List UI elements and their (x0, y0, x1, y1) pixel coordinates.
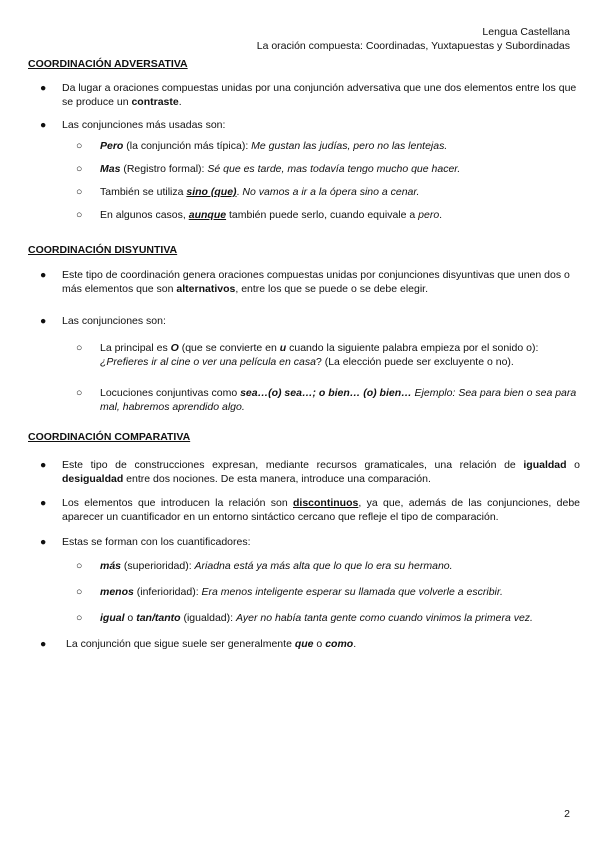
circle-bullet-icon: ○ (76, 560, 83, 572)
subitem-text: más (superioridad): Ariadna está ya más alta que lo que lo era su hermano. (100, 560, 453, 572)
item-text: Estas se forman con los cuantificadores: (62, 536, 251, 548)
circle-bullet-icon: ○ (76, 186, 83, 198)
circle-bullet-icon: ○ (76, 209, 83, 221)
bullet-icon: ● (40, 638, 47, 650)
bullet-icon: ● (40, 119, 47, 131)
circle-bullet-icon: ○ (76, 140, 83, 152)
subitem-text: En algunos casos, aunque también puede serlo, cuando equivale a pero. (100, 209, 443, 221)
item-text: Las conjunciones más usadas son: (62, 119, 226, 131)
circle-bullet-icon: ○ (76, 342, 83, 354)
item-text: Los elementos que introducen la relación son discontinuos, ya que, además de las conjunciones, debe aparecer un cuantificador en un entorno sintáctico cercano que refleje el tipo de comparación. (62, 497, 580, 523)
subitem-text: Locuciones conjuntivas como sea…(o) sea…; o bien… (o) bien… Ejemplo: Sea para bien o sea para mal, habremos aprendido algo. (100, 387, 577, 413)
subitem-text: menos (inferioridad): Era menos inteligente esperar su llamada que volverle a escribir. (100, 586, 503, 598)
circle-bullet-icon: ○ (76, 387, 83, 399)
item-text: Este tipo de coordinación genera oraciones compuestas unidas por conjunciones disyuntivas que unen dos o más elementos que son alternativos, entre los que se puede o se debe elegir. (62, 269, 570, 295)
bullet-icon: ● (40, 82, 47, 94)
section-heading-comparativa: COORDINACIÓN COMPARATIVA (28, 431, 191, 443)
subitem-text: También se utiliza sino (que). No vamos a ir a la ópera sino a cenar. (100, 186, 420, 198)
topic-title: La oración compuesta: Coordinadas, Yuxtapuestas y Subordinadas (256, 40, 570, 52)
item-text: Este tipo de construcciones expresan, mediante recursos gramaticales, una relación de igualdad o desigualdad entre dos nociones. De esta manera, introduce una comparación. (62, 459, 580, 485)
item-text: La conjunción que sigue suele ser generalmente que o como. (66, 638, 357, 650)
item-text: Da lugar a oraciones compuestas unidas por una conjunción adversativa que une dos elementos entre los que se produce un contraste. (62, 82, 577, 108)
subitem-text: Pero (la conjunción más típica): Me gustan las judías, pero no las lentejas. (100, 140, 448, 152)
subject-title: Lengua Castellana (482, 26, 570, 38)
page-number: 2 (564, 808, 570, 820)
page-header (257, 25, 570, 53)
bullet-icon: ● (40, 497, 47, 509)
circle-bullet-icon: ○ (76, 612, 83, 624)
circle-bullet-icon: ○ (76, 586, 83, 598)
bullet-icon: ● (40, 536, 47, 548)
subitem-text: igual o tan/tanto (igualdad): Ayer no había tanta gente como cuando vinimos la primera vez. (100, 612, 533, 624)
section-heading-disyuntiva: COORDINACIÓN DISYUNTIVA (28, 244, 178, 256)
subitem-text: Mas (Registro formal): Sé que es tarde, mas todavía tengo mucho que hacer. (100, 163, 461, 175)
item-text: Las conjunciones son: (62, 315, 166, 327)
subitem-text: La principal es O (que se convierte en u cuando la siguiente palabra empieza por el sonido o): ¿Prefieres ir al cine o ver una película en casa? (La elección puede ser excluyente o no). (100, 342, 539, 368)
bullet-icon: ● (40, 269, 47, 281)
section-heading-adversativa: COORDINACIÓN ADVERSATIVA (28, 58, 188, 70)
bullet-icon: ● (40, 459, 47, 471)
bullet-icon: ● (40, 315, 47, 327)
circle-bullet-icon: ○ (76, 163, 83, 175)
